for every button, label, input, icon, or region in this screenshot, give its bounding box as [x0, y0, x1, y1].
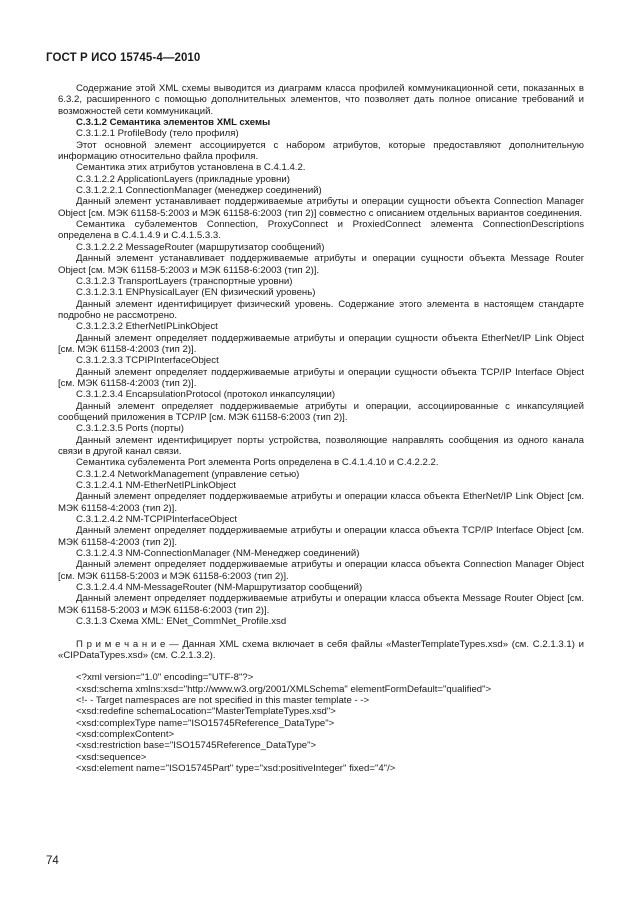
paragraph: Данный элемент определяет поддерживаемые атрибуты и операции класса объекта EtherNet/IP Link Object [см. МЭК 61158-4:2003 (тип 2)]. [58, 491, 584, 514]
code-line: <xsd:schema xmlns:xsd="http://www.w3.org/2001/XMLSchema" elementFormDefault="qualified"> [76, 683, 492, 695]
subsection-heading: C.3.1.2.3.3 TCPIPInterfaceObject [76, 355, 219, 367]
paragraph: Данный элемент устанавливает поддерживаемые атрибуты и операции сущности объекта Connection Manager Object [см. МЭК 61158-5:2003 и МЭК 61158-6:2003 (тип 2)] совместно с описанием отдельных вариантов соединения. [58, 196, 584, 219]
paragraph: Этот основной элемент ассоциируется с набором атрибутов, которые предоставляют дополнительную информацию относительно файла профиля. [58, 139, 584, 163]
paragraph: Семантика субэлементов Connection, ProxyConnect и ProxiedConnect элемента ConnectionDescriptions определена в C.4.1.4.9 и C.4.1.5.3.3. [58, 219, 584, 242]
subsection-heading: C.3.1.3 Схема XML: ENet_CommNet_Profile.xsd [76, 616, 287, 628]
paragraph: Данный элемент определяет поддерживаемые атрибуты и операции класса объекта TCP/IP Interface Object [см. МЭК 61158-4:2003 (тип 2)]. [58, 525, 584, 548]
note-label: П р и м е ч а н и е [76, 638, 166, 650]
code-line: <xsd:element name="ISO15745Part" type="xsd:positiveInteger" fixed="4"/> [76, 762, 396, 774]
paragraph: Данный элемент идентифицирует порты устройства, позволяющие направлять сообщения из одного канала связи в другой канал связи. [58, 434, 584, 457]
code-line: <!- - Target namespaces are not specified in this master template - -> [76, 694, 370, 706]
code-line: <?xml version="1.0" encoding="UTF-8"?> [76, 672, 254, 684]
subsection-heading: C.3.1.2.4.1 NM-EtherNetIPLinkObject [76, 480, 236, 492]
subsection-heading: C.3.1.2.3 TransportLayers (транспортные уровни) [76, 275, 293, 287]
code-line: <xsd:complexType name="ISO15745Reference_DataType"> [76, 717, 335, 729]
code-line: <xsd:complexContent> [76, 728, 175, 740]
subsection-heading: C.3.1.2.2.2 MessageRouter (маршрутизатор сообщений) [76, 241, 325, 253]
subsection-heading: C.3.1.2.3.5 Ports (порты) [76, 423, 184, 435]
paragraph: Данный элемент определяет поддерживаемые атрибуты и операции сущности объекта TCP/IP Interface Object [см. МЭК 61158-4:2003 (тип 2)]. [58, 366, 584, 389]
paragraph: Данный элемент определяет поддерживаемые атрибуты и операции сущности объекта EtherNet/IP Link Object [см. МЭК 61158-4:2003 (тип 2)]. [58, 332, 584, 355]
page-header: ГОСТ Р ИСО 15745-4—2010 [46, 52, 201, 64]
paragraph: Данный элемент определяет поддерживаемые атрибуты и операции класса объекта Message Router Object [см. МЭК 61158-5:2003 и МЭК 61158-6:2003 (тип 2)]. [58, 593, 584, 616]
note-text: — Данная XML схема включает в себя файлы «MasterTemplateTypes.xsd» (см. C.2.1.3.1) и «CIPDataTypes.xsd» (см. C.2.1.3.2). [58, 638, 585, 661]
code-line: <xsd:sequence> [76, 751, 147, 763]
subsection-heading: C.3.1.2.4 NetworkManagement (управление сетью) [76, 468, 300, 480]
subsection-heading: C.3.1.2.1 ProfileBody (тело профиля) [76, 128, 239, 140]
paragraph: Семантика субэлемента Port элемента Ports определена в C.4.1.4.10 и C.4.2.2.2. [76, 457, 439, 469]
subsection-heading: C.3.1.2.4.2 NM-TCPIPInterfaceObject [76, 514, 238, 526]
section-heading: C.3.1.2 Семантика элементов XML схемы [76, 117, 271, 129]
paragraph: Семантика этих атрибутов установлена в C.4.1.4.2. [76, 162, 306, 174]
note [58, 639, 584, 662]
subsection-heading: C.3.1.2.3.2 EtherNetIPLinkObject [76, 321, 218, 333]
paragraph: Содержание этой XML схемы выводится из диаграмм класса профилей коммуникационной сети, показанных в 6.3.2, расширенного с помощью дополнительных элементов, что позволяет дать полное описание требований и возможностей сети коммуникаций. [58, 83, 584, 117]
page-number: 74 [46, 855, 59, 867]
code-line: <xsd:redefine schemaLocation="MasterTemplateTypes.xsd"> [76, 706, 336, 718]
paragraph: Данный элемент идентифицирует физический уровень. Содержание этого элемента в настоящем стандарте подробно не рассмотрено. [58, 298, 584, 321]
subsection-heading: C.3.1.2.3.4 EncapsulationProtocol (протокол инкапсуляции) [76, 389, 336, 401]
subsection-heading: C.3.1.2.2.1 ConnectionManager (менеджер соединений) [76, 185, 322, 197]
subsection-heading: C.3.1.2.2 ApplicationLayers (прикладные уровни) [76, 173, 290, 185]
subsection-heading: C.3.1.2.3.1 ENPhysicalLayer (EN физический уровень) [76, 287, 316, 299]
subsection-heading: C.3.1.2.4.4 NM-MessageRouter (NM-Маршрутизатор сообщений) [76, 582, 363, 594]
body-text [58, 83, 584, 774]
code-line: <xsd:restriction base="ISO15745Reference_DataType"> [76, 740, 317, 752]
paragraph: Данный элемент определяет поддерживаемые атрибуты и операции, ассоциированные с инкапсуляцией сообщений приложения в TCP/IP [см. МЭК 61158-6:2003 (тип 2)]. [58, 400, 584, 423]
xml-code-block [58, 672, 584, 774]
subsection-heading: C.3.1.2.4.3 NM-ConnectionManager (NM-Менеджер соединений) [76, 548, 360, 560]
paragraph: Данный элемент определяет поддерживаемые атрибуты и операции класса объекта Connection Manager Object [см. МЭК 61158-5:2003 и МЭК 61158-6:2003 (тип 2)]. [58, 559, 584, 582]
paragraph: Данный элемент устанавливает поддерживаемые атрибуты и операции сущности объекта Message Router Object [см. МЭК 61158-5:2003 и МЭК 61158-6:2003 (тип 2)]. [58, 253, 584, 276]
